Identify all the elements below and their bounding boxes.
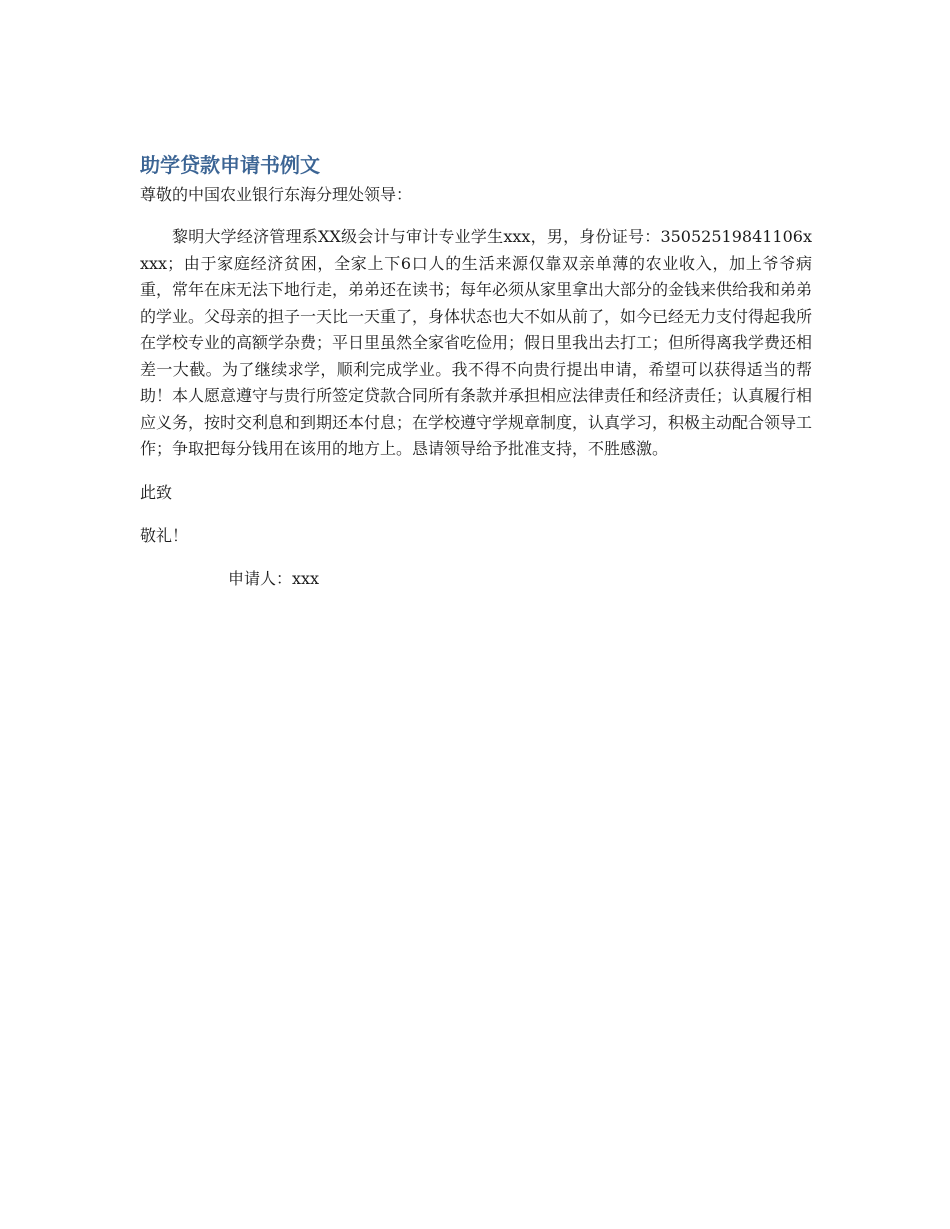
closing-line-2: 敬礼！ xyxy=(140,525,189,545)
closing-line-1: 此致 xyxy=(140,482,173,502)
signature: 申请人：xxx xyxy=(228,568,320,588)
document-title: 助学贷款申请书例文 xyxy=(140,153,320,177)
body-paragraph: 黎明大学经济管理系XX级会计与审计专业学生xxx，男，身份证号：35052519841106xxxx；由于家庭经济贫困，全家上下6口人的生活来源仅靠双亲单薄的农业收入，加上爷爷病重，常年在床无法下地行走，弟弟还在读书；每年必须从家里拿出大部分的金钱来供给我和弟弟的学业。父母亲的担子一天比一天重了，身体状态也大不如从前了，如今已经无力支付得起我所在学校专业的高额学杂费；平日里虽然全家省吃俭用；假日里我出去打工；但所得离我学费还相差一大截。为了继续求学，顺利完成学业。我不得不向贵行提出申请，希望可以获得适当的帮助！本人愿意遵守与贵行所签定贷款合同所有条款并承担相应法律责任和经济责任；认真履行相应义务，按时交利息和到期还本付息；在学校遵守学规章制度，认真学习，积极主动配合领导工作；争取把每分钱用在该用的地方上。恳请领导给予批准支持，不胜感激。 xyxy=(140,227,813,458)
salutation: 尊敬的中国农业银行东海分理处领导： xyxy=(140,185,413,204)
document-content xyxy=(140,148,812,592)
